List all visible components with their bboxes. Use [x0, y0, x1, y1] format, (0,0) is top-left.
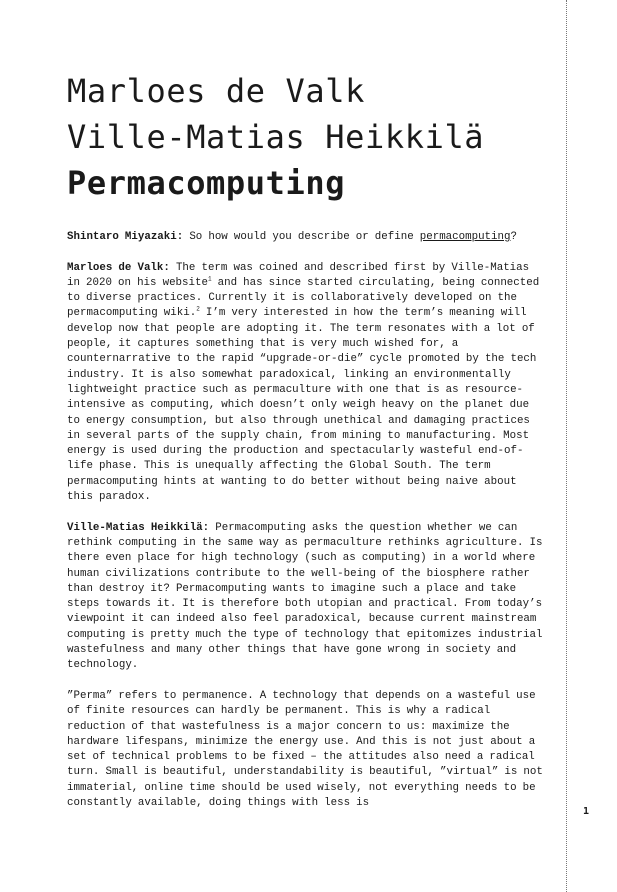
page-number: 1	[583, 806, 590, 817]
paragraph-text: The term was coined and described first by Ville-Matias in 2020 on his website	[67, 261, 530, 289]
paragraph-de-valk	[67, 261, 547, 506]
paragraph-text: Permacomputing asks the question whether we can rethink computing in the same way as permaculture rethinks agriculture. Is there even place for high technology (such as computing) in a world where human civilizations contribute to the well-being of the biosphere rather than destroy it? Permacomputing wants to imagine such a place and take steps towards it. It is therefore both utopian and practical. From today’s viewpoint it can indeed also feel paradoxical, because current mainstream computing is pretty much the type of technology that epitomizes industrial wastefulness and many other things that have gone wrong in society and technology.	[67, 521, 543, 672]
speaker-name: Marloes de Valk:	[67, 261, 170, 274]
author-name-1: Marloes de Valk	[67, 72, 365, 110]
paragraph-text: and has since started circulating, being connected to diverse practices. Currently it is collaboratively developed on the permacomputing wiki.	[67, 276, 540, 320]
author-name-2: Ville-Matias Heikkilä	[67, 118, 485, 156]
paragraph-text: ?	[510, 231, 517, 243]
speaker-name: Ville-Matias Heikkilä:	[67, 521, 210, 534]
paragraph-text: So how would you describe or define	[183, 231, 420, 243]
paragraph-text: ”Perma” refers to permanence. A technology that depends on a wasteful use of finite resources can hardly be permanent. This is why a radical reduction of that wastefulness is a major concern to us: maximize the hardware lifespans, minimize the energy use. And this is not just about a set of technical problems to be fixed – the attitudes also need a radical turn. Small is beautiful, understandability is beautiful, ”virtual” is not immaterial, online time should be used wisely, not everything needs to be constantly available, doing things with less is	[67, 689, 543, 809]
permacomputing-link[interactable]: permacomputing	[419, 231, 511, 243]
footnote-ref-2[interactable]: 2	[196, 305, 200, 313]
speaker-name: Shintaro Miyazaki:	[67, 231, 184, 243]
margin-divider	[566, 0, 567, 892]
paragraph-perma	[67, 689, 547, 811]
article-body	[67, 230, 547, 827]
footnote-ref-1[interactable]: 1	[207, 275, 212, 283]
title-block	[67, 68, 547, 206]
article-title: Permacomputing	[67, 164, 346, 202]
paragraph-heikkila	[67, 521, 547, 674]
paragraph-text: I’m very interested in how the term’s meaning will develop now that people are adopting it. The term resonates with a lot of people, it captures something that is very much wished for, a counternarrative to the rapid “upgrade-or-die” cycle promoted by the tech industry. It is also somewhat paradoxical, linking an environmentally lightweight practice such as permaculture with one that is as resource-intensive as computing, which doesn’t only weigh heavy on the planet due to energy consumption, but also through unethical and damaging practices in several parts of the supply chain, from mining to manufacturing. Most energy is used during the production and spectacularly wasteful end-of-life phase. This is unequally affecting the Global South. The term permacomputing hints at wanting to do better without being naive about this paradox.	[67, 307, 537, 504]
paragraph-miyazaki	[67, 230, 547, 245]
